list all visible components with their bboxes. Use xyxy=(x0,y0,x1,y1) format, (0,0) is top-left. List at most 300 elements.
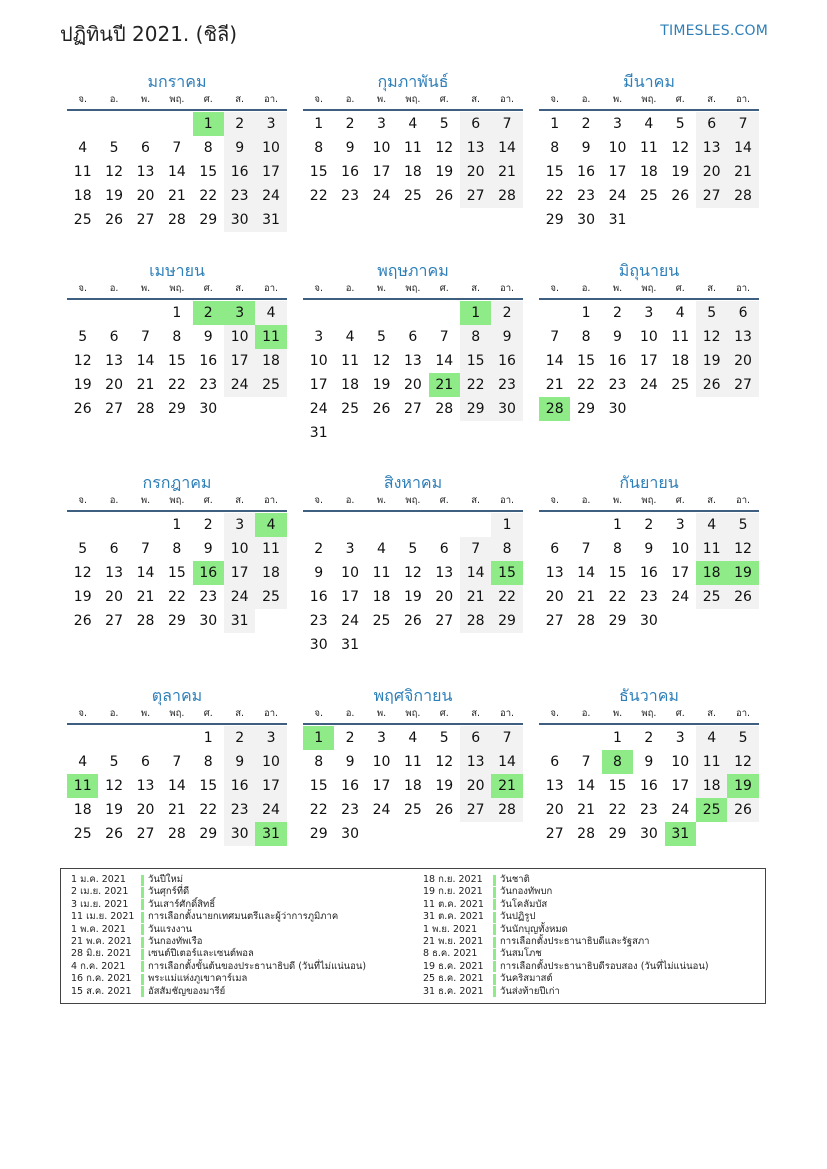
day-cell: 11 xyxy=(696,750,727,774)
day-cell: 3 xyxy=(255,726,286,750)
day-cell: 4 xyxy=(377,541,386,557)
day-cell: 2 xyxy=(613,305,622,321)
month-name: กันยายน xyxy=(619,473,679,492)
day-cell: 4 xyxy=(696,726,727,750)
empty-cell xyxy=(67,301,98,325)
empty-cell xyxy=(98,112,129,136)
day-cell: 14 xyxy=(491,136,522,160)
day-cell: 7 xyxy=(581,754,591,770)
weekday-label: ศ. xyxy=(203,94,213,105)
day-cell: 25 xyxy=(73,212,92,228)
holiday-name: วันโคลัมบัส xyxy=(500,898,548,910)
weekday-label: อา. xyxy=(500,708,515,719)
day-cell: 14 xyxy=(136,565,155,581)
holiday-marker xyxy=(493,899,496,910)
empty-cell xyxy=(161,726,192,750)
holiday-name: การเลือกตั้งประธานาธิบดีและรัฐสภา xyxy=(500,935,650,947)
day-cell: 17 xyxy=(224,349,255,373)
day-cell: 22 xyxy=(199,802,218,818)
day-cell: 25 xyxy=(341,401,359,417)
weekday-label: ศ. xyxy=(675,708,685,719)
day-cell: 6 xyxy=(460,726,491,750)
day-cell: 20 xyxy=(105,377,123,393)
weekday-label: อา. xyxy=(264,283,279,294)
weekday-header xyxy=(67,494,287,512)
month-block xyxy=(539,472,759,633)
weekday-label: พฤ. xyxy=(169,708,185,719)
day-cell: 3 xyxy=(377,730,386,746)
weekday-label: พฤ. xyxy=(169,283,185,294)
holiday-entry xyxy=(423,874,709,886)
holiday-marker xyxy=(493,924,496,935)
day-cell: 8 xyxy=(491,537,522,561)
holiday-marker xyxy=(141,912,144,923)
day-cell: 7 xyxy=(727,112,758,136)
empty-cell xyxy=(429,301,460,325)
day-cell: 16 xyxy=(639,778,658,794)
weekday-label: พ. xyxy=(376,495,387,506)
day-cell: 21 xyxy=(577,589,595,605)
empty-cell xyxy=(98,726,129,750)
holiday-marker xyxy=(141,875,144,886)
holiday-entry xyxy=(71,874,366,886)
day-cell: 12 xyxy=(671,140,690,156)
day-cell: 27 xyxy=(435,613,454,629)
weekday-label: จ. xyxy=(550,708,559,719)
day-cell: 24 xyxy=(255,798,286,822)
day-cell: 5 xyxy=(696,301,727,325)
day-cell: 21 xyxy=(136,589,155,605)
month-block xyxy=(303,71,523,208)
day-grid xyxy=(67,726,287,846)
weekday-label: อ. xyxy=(345,94,355,105)
holiday-date: 31 ธ.ค. 2021 xyxy=(423,985,484,997)
empty-cell xyxy=(570,513,601,537)
day-cell: 27 xyxy=(696,184,727,208)
day-cell: 11 xyxy=(671,329,690,345)
month-name: ตุลาคม xyxy=(151,686,203,705)
month-name: สิงหาคม xyxy=(383,473,443,492)
day-cell: 19 xyxy=(403,589,422,605)
month-name: เมษายน xyxy=(149,261,205,280)
month-name: พฤศจิกายน xyxy=(373,686,453,705)
day-cell: 2 xyxy=(224,726,255,750)
day-cell: 22 xyxy=(608,589,627,605)
day-cell: 6 xyxy=(460,112,491,136)
month-block xyxy=(67,472,287,633)
day-cell: 6 xyxy=(550,754,560,770)
weekday-label: จ. xyxy=(78,283,87,294)
day-cell: 11 xyxy=(403,140,422,156)
holiday-day-cell: 11 xyxy=(67,774,98,798)
day-cell: 1 xyxy=(172,517,182,533)
day-cell: 14 xyxy=(167,778,186,794)
day-cell: 22 xyxy=(491,585,522,609)
holiday-marker xyxy=(141,974,144,985)
holiday-day-cell: 3 xyxy=(224,301,255,325)
day-cell: 15 xyxy=(545,164,564,180)
day-cell: 23 xyxy=(639,589,658,605)
day-cell: 4 xyxy=(255,301,286,325)
day-cell: 16 xyxy=(608,353,627,369)
day-cell: 31 xyxy=(341,637,359,653)
day-cell: 29 xyxy=(199,212,218,228)
month-name: มิถุนายน xyxy=(618,261,680,280)
weekday-label: จ. xyxy=(78,708,87,719)
day-cell: 7 xyxy=(172,140,182,156)
day-cell: 23 xyxy=(639,802,658,818)
day-cell: 23 xyxy=(224,184,255,208)
day-cell: 27 xyxy=(545,826,564,842)
holiday-name: วันศุกร์ที่ดี xyxy=(148,886,190,898)
weekday-header xyxy=(303,282,523,300)
day-cell: 24 xyxy=(608,188,627,204)
day-cell: 29 xyxy=(460,397,491,421)
day-cell: 1 xyxy=(314,116,324,132)
day-cell: 24 xyxy=(671,802,690,818)
holiday-date: 31 ต.ค. 2021 xyxy=(423,911,484,923)
day-cell: 9 xyxy=(345,754,355,770)
weekday-label: ส. xyxy=(471,495,481,506)
day-cell: 30 xyxy=(224,208,255,232)
day-grid xyxy=(303,301,523,445)
holiday-date: 1 พ.ค. 2021 xyxy=(71,923,126,935)
day-cell: 20 xyxy=(727,349,758,373)
holiday-entry xyxy=(423,948,709,960)
day-cell: 24 xyxy=(341,613,359,629)
day-cell: 20 xyxy=(460,160,491,184)
day-cell: 17 xyxy=(671,565,690,581)
holiday-day-cell: 19 xyxy=(727,561,758,585)
weekday-label: ศ. xyxy=(439,94,449,105)
weekday-label: อ. xyxy=(109,495,119,506)
day-cell: 9 xyxy=(203,541,213,557)
holiday-day-cell: 1 xyxy=(303,726,334,750)
empty-cell xyxy=(130,112,161,136)
day-cell: 23 xyxy=(608,377,627,393)
weekday-label: อา. xyxy=(264,94,279,105)
weekday-label: ส. xyxy=(707,708,717,719)
day-cell: 2 xyxy=(224,112,255,136)
day-cell: 4 xyxy=(78,140,88,156)
day-cell: 28 xyxy=(136,613,155,629)
holiday-date: 19 ธ.ค. 2021 xyxy=(423,960,484,972)
day-cell: 5 xyxy=(78,541,88,557)
weekday-label: อ. xyxy=(345,495,355,506)
day-cell: 28 xyxy=(460,609,491,633)
holiday-marker xyxy=(141,924,144,935)
day-cell: 4 xyxy=(696,513,727,537)
day-cell: 26 xyxy=(727,585,758,609)
day-grid xyxy=(67,112,287,232)
holiday-entry xyxy=(71,899,366,911)
month-block xyxy=(303,260,523,445)
day-cell: 8 xyxy=(172,329,182,345)
day-cell: 26 xyxy=(435,802,454,818)
day-cell: 26 xyxy=(73,401,92,417)
day-cell: 13 xyxy=(696,136,727,160)
day-cell: 9 xyxy=(203,329,213,345)
day-cell: 5 xyxy=(78,329,88,345)
day-cell: 6 xyxy=(696,112,727,136)
weekday-header xyxy=(539,282,759,300)
day-cell: 21 xyxy=(727,160,758,184)
day-cell: 15 xyxy=(577,353,595,369)
holiday-date: 8 ธ.ค. 2021 xyxy=(423,948,478,960)
day-cell: 7 xyxy=(439,329,449,345)
day-cell: 31 xyxy=(309,425,328,441)
day-cell: 21 xyxy=(167,188,186,204)
weekday-label: พฤ. xyxy=(641,495,657,506)
holiday-entry xyxy=(71,961,366,973)
day-cell: 28 xyxy=(727,184,758,208)
holiday-date: 25 ธ.ค. 2021 xyxy=(423,973,484,985)
day-cell: 23 xyxy=(199,589,218,605)
month-block xyxy=(67,685,287,846)
day-cell: 8 xyxy=(314,754,324,770)
empty-cell xyxy=(539,726,570,750)
weekday-label: จ. xyxy=(550,94,559,105)
holiday-date: 28 มิ.ย. 2021 xyxy=(71,948,132,960)
day-cell: 3 xyxy=(675,517,685,533)
holiday-marker xyxy=(141,899,144,910)
holiday-day-cell: 19 xyxy=(727,774,758,798)
day-grid xyxy=(303,513,523,657)
day-cell: 1 xyxy=(491,513,522,537)
day-cell: 15 xyxy=(309,778,328,794)
day-cell: 17 xyxy=(671,778,690,794)
day-cell: 7 xyxy=(491,112,522,136)
day-cell: 13 xyxy=(136,164,155,180)
holiday-entry xyxy=(71,924,366,936)
holiday-entry xyxy=(423,961,709,973)
day-cell: 2 xyxy=(345,116,355,132)
holiday-date: 21 พ.ย. 2021 xyxy=(423,935,484,947)
day-cell: 30 xyxy=(341,826,359,842)
weekday-label: พ. xyxy=(140,495,151,506)
day-cell: 16 xyxy=(639,565,658,581)
weekday-label: ศ. xyxy=(203,708,213,719)
holiday-date: 15 ส.ค. 2021 xyxy=(71,985,132,997)
holiday-date: 4 ก.ค. 2021 xyxy=(71,960,126,972)
day-cell: 18 xyxy=(372,589,391,605)
day-cell: 11 xyxy=(372,565,391,581)
holiday-name: วันส่งท้ายปีเก่า xyxy=(500,985,560,997)
day-cell: 1 xyxy=(613,730,622,746)
holiday-list-right-column xyxy=(423,874,709,998)
day-cell: 28 xyxy=(491,798,522,822)
day-cell: 20 xyxy=(545,802,564,818)
weekday-label: ส. xyxy=(235,495,245,506)
day-cell: 20 xyxy=(460,774,491,798)
holiday-marker xyxy=(493,961,496,972)
holiday-list xyxy=(60,868,766,1004)
day-cell: 21 xyxy=(545,377,564,393)
day-cell: 20 xyxy=(136,188,155,204)
holiday-name: การเลือกตั้งนายกเทศมนตรีและผู้ว่าการภูมิภาค xyxy=(148,911,339,923)
day-cell: 27 xyxy=(460,184,491,208)
holiday-name: วันเสาร์ศักดิ์สิทธิ์ xyxy=(148,898,216,910)
month-block xyxy=(539,71,759,232)
day-cell: 30 xyxy=(639,826,658,842)
day-cell: 15 xyxy=(199,778,218,794)
weekday-label: พ. xyxy=(612,94,623,105)
day-cell: 14 xyxy=(727,136,758,160)
day-cell: 28 xyxy=(491,184,522,208)
day-cell: 13 xyxy=(403,353,422,369)
month-name: พฤษภาคม xyxy=(377,261,449,280)
day-cell: 13 xyxy=(545,778,564,794)
month-name: ธันวาคม xyxy=(619,686,679,705)
day-cell: 18 xyxy=(696,774,727,798)
holiday-name: วันปีใหม่ xyxy=(148,874,184,885)
weekday-label: พ. xyxy=(376,94,387,105)
holiday-entry xyxy=(71,911,366,923)
empty-cell xyxy=(539,301,570,325)
weekday-label: จ. xyxy=(78,495,87,506)
day-cell: 17 xyxy=(309,377,328,393)
weekday-label: พ. xyxy=(140,283,151,294)
holiday-day-cell: 8 xyxy=(602,750,633,774)
day-cell: 10 xyxy=(671,754,690,770)
weekday-label: จ. xyxy=(314,283,323,294)
day-cell: 24 xyxy=(372,188,391,204)
weekday-label: พฤ. xyxy=(405,495,421,506)
day-cell: 9 xyxy=(644,754,654,770)
day-cell: 4 xyxy=(78,754,88,770)
day-cell: 6 xyxy=(550,541,560,557)
day-cell: 25 xyxy=(255,373,286,397)
weekday-label: อา. xyxy=(736,94,751,105)
day-cell: 29 xyxy=(608,826,627,842)
day-cell: 12 xyxy=(105,164,123,180)
holiday-date: 11 เม.ย. 2021 xyxy=(71,911,135,923)
day-cell: 13 xyxy=(460,136,491,160)
brand-logo-text[interactable]: TIMESLES.COM xyxy=(660,23,768,39)
empty-cell xyxy=(539,513,570,537)
day-cell: 3 xyxy=(224,513,255,537)
weekday-label: ส. xyxy=(471,283,481,294)
holiday-day-cell: 21 xyxy=(429,373,460,397)
day-cell: 30 xyxy=(199,401,218,417)
day-cell: 12 xyxy=(435,754,454,770)
weekday-label: พฤ. xyxy=(405,708,421,719)
holiday-entry xyxy=(423,899,709,911)
month-block xyxy=(539,260,759,421)
weekday-label: พฤ. xyxy=(169,495,185,506)
weekday-label: ศ. xyxy=(439,708,449,719)
holiday-date: 1 ม.ค. 2021 xyxy=(71,874,126,885)
weekday-label: อ. xyxy=(581,495,591,506)
day-cell: 27 xyxy=(545,613,564,629)
weekday-header xyxy=(303,93,523,111)
day-cell: 23 xyxy=(309,613,328,629)
day-cell: 15 xyxy=(167,565,186,581)
day-cell: 30 xyxy=(639,613,658,629)
day-cell: 9 xyxy=(491,325,522,349)
day-cell: 14 xyxy=(460,561,491,585)
day-cell: 31 xyxy=(255,208,286,232)
weekday-label: อา. xyxy=(500,283,515,294)
day-cell: 28 xyxy=(435,401,454,417)
day-cell: 3 xyxy=(255,112,286,136)
day-cell: 7 xyxy=(172,754,182,770)
day-cell: 24 xyxy=(224,373,255,397)
month-name: กรกฎาคม xyxy=(142,473,212,492)
day-cell: 2 xyxy=(644,517,654,533)
day-cell: 27 xyxy=(105,613,123,629)
day-cell: 3 xyxy=(613,116,622,132)
month-block xyxy=(303,472,523,657)
day-cell: 10 xyxy=(671,541,690,557)
weekday-label: พฤ. xyxy=(641,283,657,294)
day-cell: 5 xyxy=(377,329,386,345)
day-cell: 15 xyxy=(608,565,627,581)
day-cell: 22 xyxy=(608,802,627,818)
empty-cell xyxy=(334,513,365,537)
holiday-name: การเลือกตั้งประธานาธิบดีรอบสอง (วันที่ไม่แน่นอน) xyxy=(500,960,709,972)
month-block xyxy=(67,260,287,421)
weekday-label: ส. xyxy=(471,94,481,105)
day-cell: 13 xyxy=(727,325,758,349)
day-cell: 6 xyxy=(141,754,150,770)
weekday-label: จ. xyxy=(550,495,559,506)
day-cell: 12 xyxy=(727,537,758,561)
day-cell: 18 xyxy=(73,802,92,818)
day-grid xyxy=(303,726,523,846)
day-cell: 6 xyxy=(141,140,150,156)
day-cell: 13 xyxy=(460,750,491,774)
holiday-day-cell: 25 xyxy=(696,798,727,822)
day-cell: 3 xyxy=(644,305,654,321)
month-block xyxy=(67,71,287,232)
day-cell: 27 xyxy=(105,401,123,417)
day-cell: 7 xyxy=(141,541,150,557)
day-cell: 15 xyxy=(460,349,491,373)
day-cell: 25 xyxy=(696,585,727,609)
holiday-marker xyxy=(141,961,144,972)
day-cell: 23 xyxy=(224,798,255,822)
day-grid xyxy=(67,513,287,633)
day-cell: 10 xyxy=(372,754,391,770)
holiday-day-cell: 1 xyxy=(193,112,224,136)
day-cell: 11 xyxy=(341,353,359,369)
day-cell: 25 xyxy=(403,188,422,204)
holiday-day-cell: 31 xyxy=(665,822,696,846)
day-cell: 19 xyxy=(372,377,391,393)
holiday-entry xyxy=(423,886,709,898)
holiday-marker xyxy=(493,887,496,898)
day-cell: 10 xyxy=(608,140,627,156)
holiday-marker xyxy=(141,937,144,948)
holiday-date: 3 เม.ย. 2021 xyxy=(71,898,129,910)
day-cell: 25 xyxy=(73,826,92,842)
day-cell: 24 xyxy=(639,377,658,393)
day-cell: 27 xyxy=(727,373,758,397)
day-cell: 30 xyxy=(491,397,522,421)
day-cell: 20 xyxy=(105,589,123,605)
weekday-label: พฤ. xyxy=(405,94,421,105)
empty-cell xyxy=(130,726,161,750)
day-cell: 30 xyxy=(309,637,328,653)
weekday-label: อ. xyxy=(345,283,355,294)
holiday-date: 11 ต.ค. 2021 xyxy=(423,898,484,910)
weekday-label: จ. xyxy=(314,495,323,506)
weekday-label: ศ. xyxy=(203,283,213,294)
day-cell: 5 xyxy=(439,116,449,132)
day-cell: 18 xyxy=(671,353,690,369)
day-cell: 31 xyxy=(608,212,627,228)
